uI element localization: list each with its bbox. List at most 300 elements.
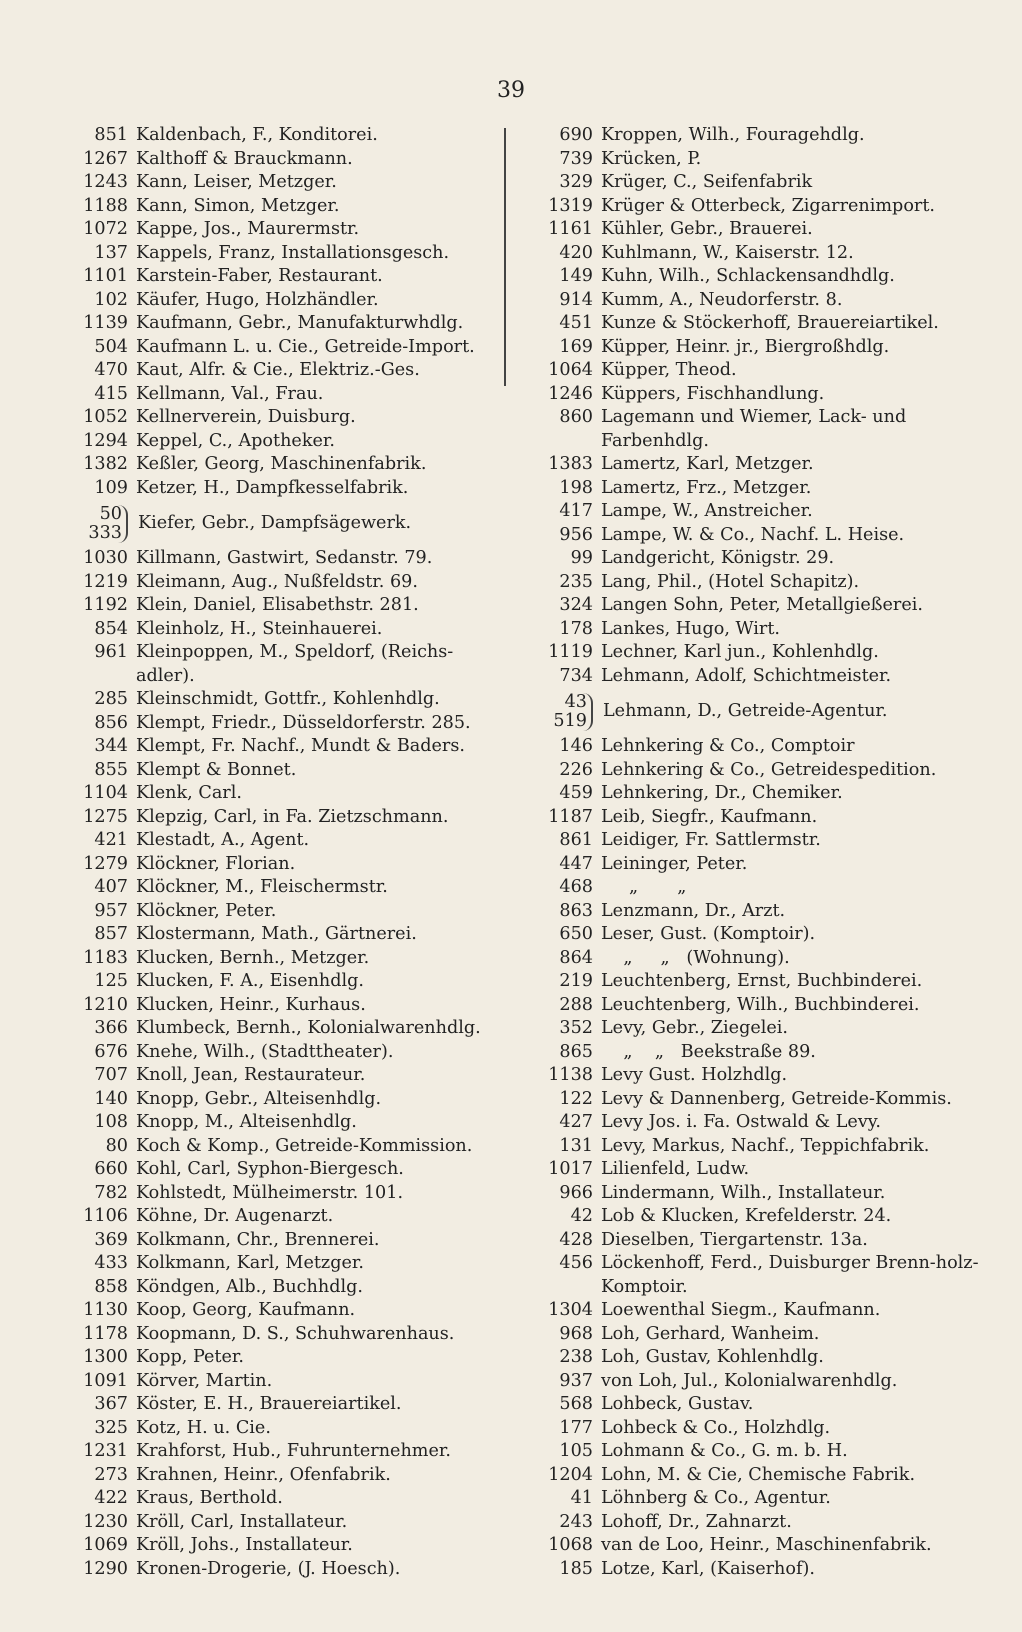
entry-number: 1030 bbox=[83, 548, 128, 568]
entry-name: Klein, Daniel, Elisabethstr. 281. bbox=[136, 595, 419, 615]
entry-number: 366 bbox=[94, 1018, 128, 1038]
entry-number: 352 bbox=[559, 1018, 593, 1038]
entry-name: Kronen-Drogerie, (J. Hoesch). bbox=[136, 1558, 401, 1579]
entry-number: 1210 bbox=[83, 994, 128, 1015]
directory-entry bbox=[525, 688, 995, 735]
entry-name: Ketzer, H., Dampfkesselfabrik. bbox=[136, 477, 409, 498]
entry-name: Levy, Gebr., Ziegelei. bbox=[601, 1018, 789, 1038]
entry-number: 1290 bbox=[83, 1558, 128, 1579]
directory-entry bbox=[60, 759, 500, 783]
directory-entry bbox=[60, 1205, 500, 1229]
entry-name: Klumbeck, Bernh., Kolonialwarenhdlg. bbox=[136, 1018, 481, 1038]
entry-number: 1072 bbox=[83, 219, 128, 239]
entry-number: 519 bbox=[553, 710, 587, 731]
entry-number: 914 bbox=[559, 289, 593, 310]
entry-number: 122 bbox=[559, 1088, 593, 1109]
entry-number: 146 bbox=[559, 736, 593, 756]
entry-name: Levy Jos. i. Fa. Ostwald & Levy. bbox=[601, 1112, 881, 1132]
directory-entry bbox=[60, 1252, 500, 1276]
entry-number: 459 bbox=[559, 783, 593, 803]
entry-name: Kalthoff & Brauckmann. bbox=[136, 148, 353, 169]
directory-entry bbox=[60, 500, 500, 547]
entry-number: 1104 bbox=[83, 783, 128, 803]
entry-name: Leidiger, Fr. Sattlermstr. bbox=[601, 830, 821, 850]
page-number: 39 bbox=[497, 78, 525, 103]
directory-entry bbox=[60, 1111, 500, 1135]
entry-name: Klempt, Friedr., Düsseldorferstr. 285. bbox=[136, 712, 471, 733]
entry-name: Kuhlmann, W., Kaiserstr. 12. bbox=[601, 242, 854, 263]
entry-number: 149 bbox=[559, 266, 593, 286]
directory-entry bbox=[60, 735, 500, 759]
entry-number: 421 bbox=[94, 830, 128, 850]
directory-entry bbox=[60, 430, 500, 454]
entry-name: Krahforst, Hub., Fuhrunternehmer. bbox=[136, 1441, 451, 1461]
entry-name: Klenk, Carl. bbox=[136, 783, 242, 803]
directory-entry bbox=[60, 124, 500, 148]
entry-name: Levy & Dannenberg, Getreide-Kommis. bbox=[601, 1088, 952, 1109]
entry-number: 857 bbox=[94, 924, 128, 944]
directory-entry bbox=[60, 688, 500, 712]
entry-number: 1130 bbox=[83, 1300, 128, 1320]
directory-entry bbox=[60, 900, 500, 924]
entry-number: 861 bbox=[559, 830, 593, 850]
directory-entry bbox=[60, 453, 500, 477]
entry-name: Leininger, Peter. bbox=[601, 853, 748, 874]
entry-name: Lang, Phil., (Hotel Schapitz). bbox=[601, 571, 860, 592]
entry-name: Lankes, Hugo, Wirt. bbox=[601, 618, 780, 639]
directory-entry bbox=[525, 148, 995, 172]
entry-number: 1383 bbox=[548, 454, 593, 474]
entry-name: Lilienfeld, Ludw. bbox=[601, 1159, 750, 1179]
entry-number: 676 bbox=[94, 1041, 128, 1062]
entry-number: 422 bbox=[94, 1488, 128, 1508]
directory-entry bbox=[60, 1417, 500, 1441]
entry-number: 415 bbox=[94, 383, 128, 404]
entry-number: 1279 bbox=[83, 853, 128, 874]
entry-name: Koopmann, D. S., Schuhwarenhaus. bbox=[136, 1323, 455, 1344]
entry-number: 417 bbox=[559, 501, 593, 521]
directory-entry bbox=[60, 829, 500, 853]
directory-entry bbox=[60, 594, 500, 618]
entry-number: 856 bbox=[94, 712, 128, 733]
directory-entry bbox=[525, 571, 995, 595]
entry-name: Kleimann, Aug., Nußfeldstr. 69. bbox=[136, 571, 418, 592]
directory-entry bbox=[60, 289, 500, 313]
entry-name: von Loh, Jul., Kolonialwarenhdlg. bbox=[601, 1370, 898, 1391]
directory-entry bbox=[60, 359, 500, 383]
entry-name: Loewenthal Siegm., Kaufmann. bbox=[601, 1300, 881, 1320]
directory-entry bbox=[60, 1158, 500, 1182]
directory-entry bbox=[525, 1182, 995, 1206]
entry-name: Landgericht, Königstr. 29. bbox=[601, 548, 835, 568]
directory-entry bbox=[60, 618, 500, 642]
directory-entry bbox=[525, 970, 995, 994]
entry-number: 243 bbox=[559, 1511, 593, 1532]
entry-name: Leser, Gust. (Komptoir). bbox=[601, 924, 816, 944]
directory-entry bbox=[60, 1064, 500, 1088]
entry-name: Lohbeck, Gustav. bbox=[601, 1394, 754, 1414]
directory-entry bbox=[525, 1511, 995, 1535]
column-divider bbox=[504, 128, 506, 386]
entry-number: 125 bbox=[94, 971, 128, 991]
entry-name: Killmann, Gastwirt, Sedanstr. 79. bbox=[136, 548, 433, 568]
directory-entry bbox=[525, 594, 995, 618]
directory-entry bbox=[525, 900, 995, 924]
entry-number: 956 bbox=[559, 524, 593, 545]
entry-name: Kroppen, Wilh., Fouragehdlg. bbox=[601, 125, 865, 145]
entry-name: Leuchtenberg, Ernst, Buchbinderei. bbox=[601, 971, 923, 991]
directory-entry bbox=[525, 477, 995, 501]
entry-name: Kappe, Jos., Maurermstr. bbox=[136, 219, 360, 239]
entry-name: „ „ (Wohnung). bbox=[601, 947, 790, 968]
entry-name: Köster, E. H., Brauereiartikel. bbox=[136, 1394, 402, 1414]
directory-entry bbox=[525, 289, 995, 313]
entry-number: 504 bbox=[94, 336, 128, 357]
entry-name: Lotze, Karl, (Kaiserhof). bbox=[601, 1558, 815, 1579]
directory-entry bbox=[525, 1370, 995, 1394]
directory-entry bbox=[525, 1346, 995, 1370]
entry-name: Lohmann & Co., G. m. b. H. bbox=[601, 1441, 848, 1461]
directory-entry bbox=[60, 312, 500, 336]
entry-name: Kohl, Carl, Syphon-Biergesch. bbox=[136, 1159, 404, 1179]
directory-entry bbox=[60, 712, 500, 736]
directory-entry bbox=[60, 1229, 500, 1253]
entry-name: Klestadt, A., Agent. bbox=[136, 830, 310, 850]
directory-entry bbox=[60, 547, 500, 571]
entry-name: Lampe, W. & Co., Nachf. L. Heise. bbox=[601, 524, 905, 545]
directory-entry bbox=[60, 1017, 500, 1041]
entry-number: 468 bbox=[559, 877, 593, 897]
entry-number: 1106 bbox=[83, 1206, 128, 1226]
directory-entry bbox=[525, 1252, 995, 1299]
directory-entry bbox=[525, 1158, 995, 1182]
entry-number: 1138 bbox=[548, 1065, 593, 1085]
entry-name: Kleinpoppen, M., Speldorf, (Reichs-adler). bbox=[136, 642, 454, 686]
entry-number: 1230 bbox=[83, 1511, 128, 1532]
entry-number: 226 bbox=[559, 759, 593, 780]
directory-entry bbox=[525, 759, 995, 783]
directory-entry bbox=[525, 1088, 995, 1112]
entry-number: 140 bbox=[94, 1088, 128, 1109]
entry-number: 865 bbox=[559, 1041, 593, 1062]
entry-name: Klöckner, M., Fleischermstr. bbox=[136, 877, 388, 897]
entry-name: Klepzig, Carl, in Fa. Zietzschmann. bbox=[136, 806, 449, 827]
entry-name: Klempt, Fr. Nachf., Mundt & Baders. bbox=[136, 736, 465, 756]
entry-number: 1243 bbox=[83, 172, 128, 192]
entry-number: 568 bbox=[559, 1394, 593, 1414]
directory-entry bbox=[525, 994, 995, 1018]
directory-entry bbox=[525, 500, 995, 524]
entry-name: „ „ Beekstraße 89. bbox=[601, 1041, 816, 1062]
entry-number: 177 bbox=[559, 1417, 593, 1438]
entry-name: Kaufmann L. u. Cie., Getreide-Import. bbox=[136, 336, 475, 357]
entry-number: 1300 bbox=[83, 1347, 128, 1367]
entry-number: 1304 bbox=[548, 1300, 593, 1320]
directory-entry bbox=[60, 406, 500, 430]
directory-entry bbox=[525, 359, 995, 383]
entry-name: Krücken, P. bbox=[601, 148, 702, 169]
directory-entry bbox=[60, 1370, 500, 1394]
entry-name: Kopp, Peter. bbox=[136, 1347, 244, 1367]
directory-entry bbox=[60, 1041, 500, 1065]
directory-entry bbox=[525, 1440, 995, 1464]
entry-name: Lohoff, Dr., Zahnarzt. bbox=[601, 1511, 792, 1532]
entry-number-group bbox=[60, 505, 128, 543]
entry-name: Küpper, Heinr. jr., Biergroßhdlg. bbox=[601, 336, 890, 357]
entry-number: 427 bbox=[559, 1112, 593, 1132]
entry-name: Langen Sohn, Peter, Metallgießerei. bbox=[601, 595, 923, 615]
entry-number: 369 bbox=[94, 1229, 128, 1250]
entry-name: Kellmann, Val., Frau. bbox=[136, 383, 324, 404]
entry-name: Kann, Simon, Metzger. bbox=[136, 195, 340, 216]
directory-entry bbox=[525, 923, 995, 947]
entry-number: 105 bbox=[559, 1441, 593, 1461]
directory-entry bbox=[525, 1393, 995, 1417]
directory-entry bbox=[525, 1417, 995, 1441]
entry-number: 1139 bbox=[83, 313, 128, 333]
directory-entry bbox=[60, 1534, 500, 1558]
entry-number: 131 bbox=[559, 1135, 593, 1156]
entry-number: 690 bbox=[559, 125, 593, 145]
directory-entry bbox=[60, 148, 500, 172]
directory-entry bbox=[60, 383, 500, 407]
entry-number: 41 bbox=[570, 1488, 593, 1508]
entry-name: Krüger, C., Seifenfabrik bbox=[601, 172, 813, 192]
directory-entry bbox=[525, 406, 995, 453]
entry-name: Kleinholz, H., Steinhauerei. bbox=[136, 618, 383, 639]
entry-number: 456 bbox=[559, 1253, 593, 1273]
entry-name: Lenzmann, Dr., Arzt. bbox=[601, 900, 786, 921]
entry-number: 80 bbox=[105, 1135, 128, 1156]
entry-number: 325 bbox=[94, 1417, 128, 1438]
entry-name: Klempt & Bonnet. bbox=[136, 759, 297, 780]
directory-entry bbox=[60, 994, 500, 1018]
entry-number: 1187 bbox=[548, 806, 593, 827]
entry-name: Lampe, W., Anstreicher. bbox=[601, 501, 813, 521]
entry-name: Knoll, Jean, Restaurateur. bbox=[136, 1065, 366, 1085]
entry-number: 447 bbox=[559, 853, 593, 874]
directory-entry bbox=[60, 1346, 500, 1370]
entry-name: Lehnkering, Dr., Chemiker. bbox=[601, 783, 843, 803]
entry-name: Levy, Markus, Nachf., Teppichfabrik. bbox=[601, 1135, 930, 1156]
entry-number: 235 bbox=[559, 571, 593, 592]
directory-entry bbox=[525, 1017, 995, 1041]
entry-name: Kappels, Franz, Installationsgesch. bbox=[136, 242, 450, 263]
directory-entry bbox=[525, 265, 995, 289]
entry-name: Kotz, H. u. Cie. bbox=[136, 1417, 271, 1438]
entry-number: 470 bbox=[94, 360, 128, 380]
directory-entry bbox=[60, 1464, 500, 1488]
entry-number: 937 bbox=[559, 1370, 593, 1391]
entry-number: 1219 bbox=[83, 571, 128, 592]
left-column bbox=[60, 124, 500, 1581]
entry-name: Knopp, Gebr., Alteisenhdlg. bbox=[136, 1088, 382, 1109]
directory-entry bbox=[60, 1393, 500, 1417]
entry-name: Kann, Leiser, Metzger. bbox=[136, 172, 337, 192]
directory-entry bbox=[525, 806, 995, 830]
directory-entry bbox=[525, 1558, 995, 1582]
entry-number: 99 bbox=[570, 548, 593, 568]
directory-entry bbox=[525, 947, 995, 971]
entry-number: 734 bbox=[559, 665, 593, 686]
entry-number: 1161 bbox=[548, 219, 593, 239]
directory-entry bbox=[525, 876, 995, 900]
entry-number: 344 bbox=[94, 736, 128, 756]
entry-name: Kühler, Gebr., Brauerei. bbox=[601, 219, 813, 239]
entry-number: 961 bbox=[94, 642, 128, 662]
entry-name: Köhne, Dr. Augenarzt. bbox=[136, 1206, 334, 1226]
directory-entry bbox=[60, 853, 500, 877]
directory-entry bbox=[525, 1205, 995, 1229]
entry-number: 1382 bbox=[83, 454, 128, 474]
entry-name: Koop, Georg, Kaufmann. bbox=[136, 1300, 356, 1320]
entry-name: Löckenhoff, Ferd., Duisburger Brenn-holz-Komptoir. bbox=[601, 1253, 979, 1297]
entry-name: Kröll, Carl, Installateur. bbox=[136, 1511, 348, 1532]
entry-name: Loh, Gustav, Kohlenhdlg. bbox=[601, 1347, 824, 1367]
entry-name: Klöckner, Florian. bbox=[136, 853, 296, 874]
directory-entry bbox=[60, 1511, 500, 1535]
entry-number: 1267 bbox=[83, 148, 128, 169]
entry-name: Kolkmann, Karl, Metzger. bbox=[136, 1253, 364, 1273]
directory-entry bbox=[60, 242, 500, 266]
entry-number: 42 bbox=[570, 1206, 593, 1226]
directory-entry bbox=[60, 1558, 500, 1582]
entry-name: Knehe, Wilh., (Stadttheater). bbox=[136, 1041, 394, 1062]
entry-name: Körver, Martin. bbox=[136, 1370, 273, 1391]
directory-entry bbox=[525, 665, 995, 689]
directory-entry bbox=[525, 641, 995, 665]
entry-name: Kleinschmidt, Gottfr., Kohlenhdlg. bbox=[136, 689, 440, 709]
entry-name: Lohn, M. & Cie, Chemische Fabrik. bbox=[601, 1464, 916, 1485]
entry-number: 855 bbox=[94, 759, 128, 780]
directory-entry bbox=[525, 1487, 995, 1511]
entry-number: 1275 bbox=[83, 806, 128, 827]
entry-number: 43 bbox=[564, 691, 587, 712]
directory-entry bbox=[525, 195, 995, 219]
directory-entry bbox=[60, 1135, 500, 1159]
entry-name: Kröll, Johs., Installateur. bbox=[136, 1535, 353, 1555]
directory-entry bbox=[525, 1299, 995, 1323]
directory-entry bbox=[525, 782, 995, 806]
entry-number: 1178 bbox=[83, 1323, 128, 1344]
entry-name: Knopp, M., Alteisenhdlg. bbox=[136, 1112, 357, 1132]
directory-entry bbox=[60, 171, 500, 195]
entry-number: 858 bbox=[94, 1276, 128, 1297]
directory-entry bbox=[525, 1135, 995, 1159]
entry-number: 1231 bbox=[83, 1441, 128, 1461]
entry-name: Kolkmann, Chr., Brennerei. bbox=[136, 1229, 380, 1250]
entry-number: 109 bbox=[94, 477, 128, 498]
entry-number: 333 bbox=[88, 522, 122, 543]
entry-name: Loh, Gerhard, Wanheim. bbox=[601, 1323, 820, 1344]
entry-number: 966 bbox=[559, 1182, 593, 1203]
directory-entry bbox=[60, 1487, 500, 1511]
entry-number: 273 bbox=[94, 1464, 128, 1485]
entry-name: Keppel, C., Apotheker. bbox=[136, 430, 335, 451]
entry-name: Levy Gust. Holzhdlg. bbox=[601, 1065, 788, 1085]
entry-name: Küppers, Fischhandlung. bbox=[601, 383, 825, 404]
entry-number: 407 bbox=[94, 877, 128, 897]
entry-number: 50 bbox=[99, 503, 122, 524]
directory-entry bbox=[60, 1276, 500, 1300]
entry-number: 863 bbox=[559, 900, 593, 921]
directory-entry bbox=[525, 1464, 995, 1488]
entry-number: 1294 bbox=[83, 430, 128, 451]
entry-name: Leib, Siegfr., Kaufmann. bbox=[601, 806, 818, 827]
directory-entry bbox=[60, 336, 500, 360]
directory-entry bbox=[60, 923, 500, 947]
right-column bbox=[525, 124, 995, 1581]
directory-entry bbox=[525, 853, 995, 877]
directory-entry bbox=[525, 618, 995, 642]
directory-entry bbox=[525, 124, 995, 148]
entry-number: 1246 bbox=[548, 383, 593, 404]
entry-name: Keßler, Georg, Maschinenfabrik. bbox=[136, 454, 427, 474]
directory-entry bbox=[60, 477, 500, 501]
directory-entry bbox=[525, 336, 995, 360]
entry-number: 1119 bbox=[548, 642, 593, 662]
entry-number: 854 bbox=[94, 618, 128, 639]
entry-number: 782 bbox=[94, 1182, 128, 1203]
directory-entry bbox=[60, 641, 500, 688]
directory-entry bbox=[60, 970, 500, 994]
entry-name: Lamertz, Karl, Metzger. bbox=[601, 454, 814, 474]
directory-entry bbox=[525, 524, 995, 548]
directory-entry bbox=[60, 947, 500, 971]
directory-entry bbox=[525, 1111, 995, 1135]
directory-entry bbox=[525, 829, 995, 853]
entry-name: Lehmann, Adolf, Schichtmeister. bbox=[601, 665, 892, 686]
directory-entry bbox=[525, 1041, 995, 1065]
directory-entry bbox=[60, 571, 500, 595]
entry-number: 219 bbox=[559, 971, 593, 991]
entry-number: 420 bbox=[559, 242, 593, 263]
entry-name: Lagemann und Wiemer, Lack- und Farbenhdlg. bbox=[601, 407, 907, 451]
directory-entry bbox=[60, 876, 500, 900]
entry-name: Krüger & Otterbeck, Zigarrenimport. bbox=[601, 195, 935, 216]
directory-entry bbox=[525, 547, 995, 571]
entry-number: 650 bbox=[559, 924, 593, 944]
entry-number: 1064 bbox=[548, 360, 593, 380]
directory-entry bbox=[60, 782, 500, 806]
entry-number: 1101 bbox=[83, 266, 128, 286]
entry-name: Klostermann, Math., Gärtnerei. bbox=[136, 924, 417, 944]
entry-number: 957 bbox=[94, 900, 128, 921]
entry-number: 198 bbox=[559, 477, 593, 498]
entry-name: Klucken, Bernh., Metzger. bbox=[136, 947, 370, 968]
entry-number: 428 bbox=[559, 1229, 593, 1250]
entry-number: 851 bbox=[94, 125, 128, 145]
directory-entry bbox=[525, 1534, 995, 1558]
entry-name: Lindermann, Wilh., Installateur. bbox=[601, 1182, 886, 1203]
entry-number: 238 bbox=[559, 1347, 593, 1367]
entry-number: 1192 bbox=[83, 595, 128, 615]
entry-number: 1091 bbox=[83, 1370, 128, 1391]
entry-number: 739 bbox=[559, 148, 593, 169]
entry-number: 367 bbox=[94, 1394, 128, 1414]
entry-number: 329 bbox=[559, 172, 593, 192]
entry-name: Klucken, F. A., Eisenhdlg. bbox=[136, 971, 364, 991]
directory-entry bbox=[525, 1064, 995, 1088]
entry-name: Lehmann, D., Getreide-Agentur. bbox=[603, 700, 888, 721]
entry-number: 451 bbox=[559, 313, 593, 333]
entry-name: Kaldenbach, F., Konditorei. bbox=[136, 125, 378, 145]
directory-entry bbox=[60, 218, 500, 242]
entry-name: Klöckner, Peter. bbox=[136, 900, 277, 921]
entry-number: 1319 bbox=[548, 195, 593, 216]
entry-name: Kiefer, Gebr., Dampfsägewerk. bbox=[138, 512, 412, 533]
entry-name: Kumm, A., Neudorferstr. 8. bbox=[601, 289, 843, 310]
